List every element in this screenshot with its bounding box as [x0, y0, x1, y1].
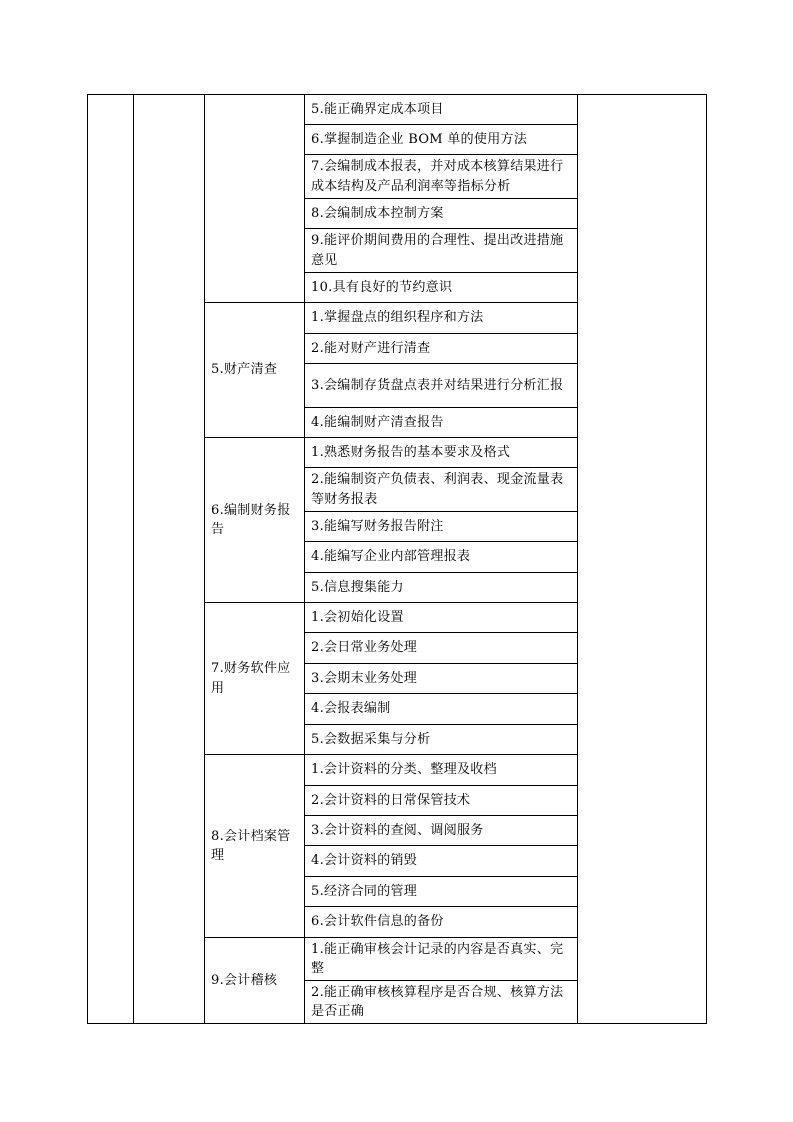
skill-item: 1.能正确审核会计记录的内容是否真实、完整 — [305, 938, 578, 981]
skill-item: 4.会计资料的销毁 — [305, 846, 578, 877]
curriculum-table — [87, 94, 707, 1024]
skill-item: 3.会计资料的查阅、调阅服务 — [305, 816, 578, 846]
skill-item: 1.会计资料的分类、整理及收档 — [305, 755, 578, 786]
module-title: 6.编制财务报告 — [205, 438, 305, 603]
empty-column-5 — [578, 95, 707, 1024]
skill-item: 1.掌握盘点的组织程序和方法 — [305, 303, 578, 334]
module-title: 5.财产清查 — [205, 303, 305, 438]
skill-item: 5.经济合同的管理 — [305, 877, 578, 907]
skill-item: 5.信息搜集能力 — [305, 573, 578, 603]
skill-item: 7.会编制成本报表，并对成本核算结果进行成本结构及产品利润率等指标分析 — [305, 155, 578, 199]
table-row — [88, 95, 707, 125]
module-title: 8.会计档案管理 — [205, 755, 305, 938]
module-title: 9.会计稽核 — [205, 938, 305, 1024]
skill-item: 2.能对财产进行清查 — [305, 334, 578, 364]
skill-item: 5.会数据采集与分析 — [305, 725, 578, 755]
skill-item: 2.会计资料的日常保管技术 — [305, 786, 578, 816]
skill-item: 3.能编写财务报告附注 — [305, 512, 578, 542]
module-title — [205, 95, 305, 303]
skill-item: 5.能正确界定成本项目 — [305, 95, 578, 125]
skill-item: 4.能编写企业内部管理报表 — [305, 542, 578, 573]
skill-item: 2.会日常业务处理 — [305, 633, 578, 664]
skill-item: 2.能编制资产负债表、利润表、现金流量表等财务报表 — [305, 468, 578, 512]
skill-item: 2.能正确审核核算程序是否合规、核算方法是否正确 — [305, 981, 578, 1024]
skill-item: 8.会编制成本控制方案 — [305, 199, 578, 229]
skill-item: 1.熟悉财务报告的基本要求及格式 — [305, 438, 578, 468]
skill-item: 4.会报表编制 — [305, 694, 578, 725]
skill-item: 3.会期末业务处理 — [305, 664, 578, 694]
empty-column-2 — [134, 95, 205, 1024]
skill-item: 6.掌握制造企业 BOM 单的使用方法 — [305, 125, 578, 155]
skill-item: 10.具有良好的节约意识 — [305, 273, 578, 303]
empty-column-1 — [88, 95, 134, 1024]
skill-item: 3.会编制存货盘点表并对结果进行分析汇报 — [305, 364, 578, 408]
skill-item: 6.会计软件信息的备份 — [305, 907, 578, 938]
skill-item: 4.能编制财产清查报告 — [305, 408, 578, 438]
module-title: 7.财务软件应用 — [205, 603, 305, 755]
skill-item: 9.能评价期间费用的合理性、提出改进措施意见 — [305, 229, 578, 273]
skill-item: 1.会初始化设置 — [305, 603, 578, 633]
